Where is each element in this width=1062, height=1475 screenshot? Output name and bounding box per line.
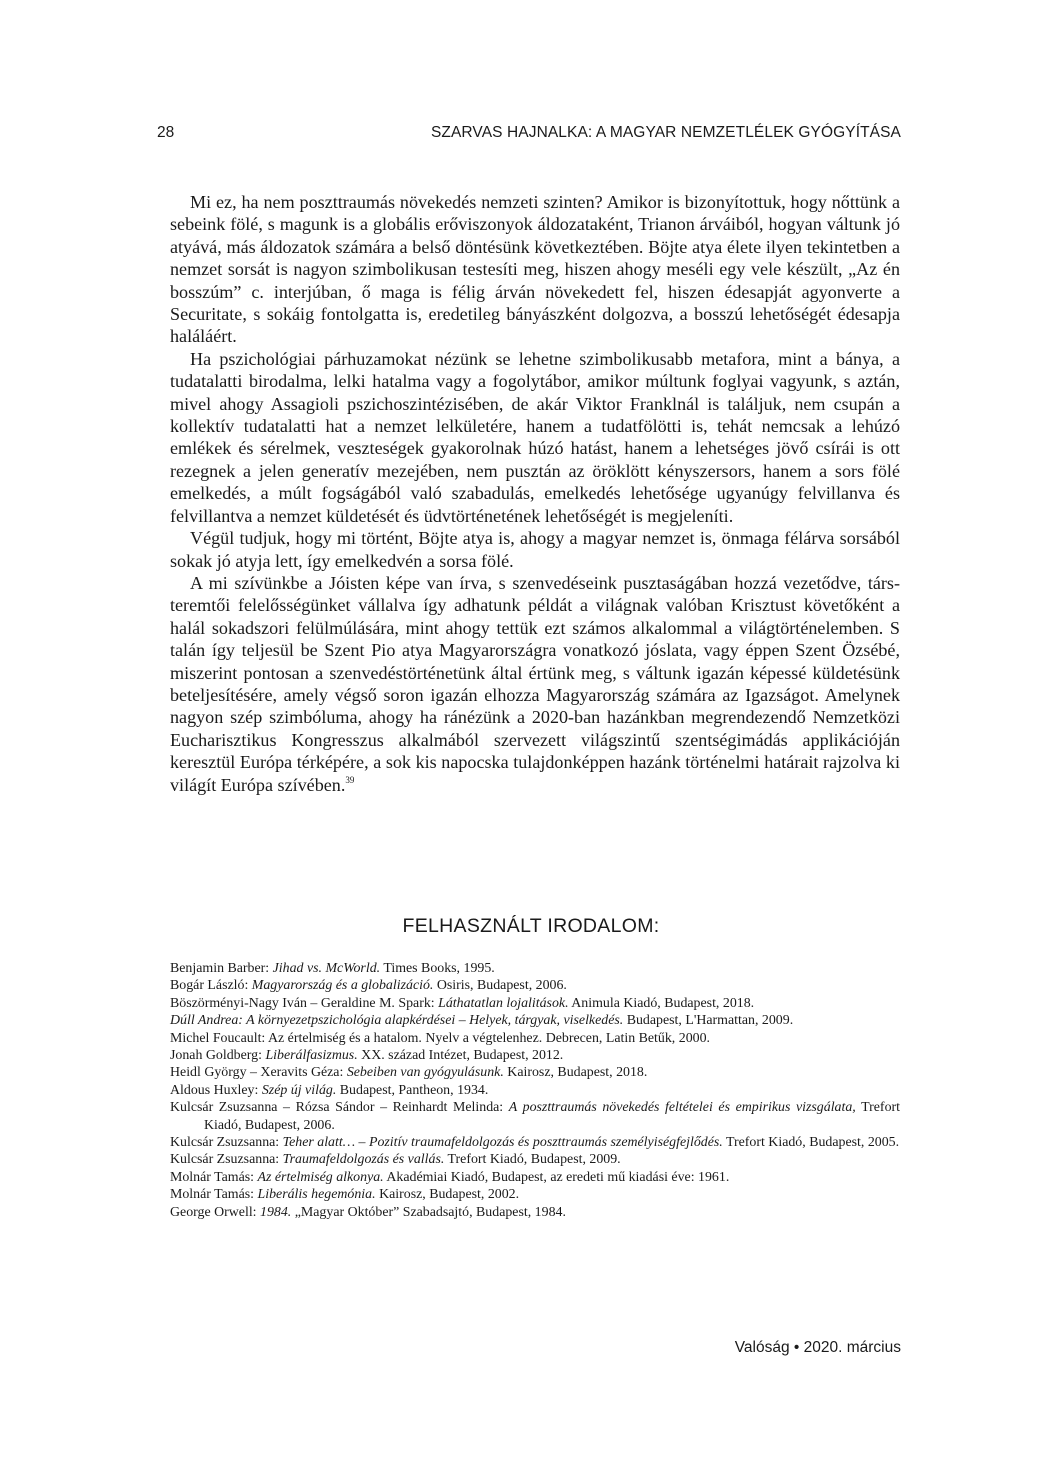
paragraph-text: Végül tudjuk, hogy mi történt, Böjte atya is, ahogy a magyar nemzet is, önmaga félárva sorsából sokak jó atyja lett, így emelkedvén a sorsa fölé.	[170, 528, 900, 571]
paragraph	[170, 348, 900, 527]
reference-title: Az értelmiség alkonya.	[257, 1169, 384, 1185]
page-header	[157, 124, 901, 148]
reference-text: Kulcsár Zsuzsanna – Rózsa Sándor – Reinhardt Melinda:	[170, 1100, 509, 1116]
reference-text: Osiris, Budapest, 2006.	[433, 978, 567, 994]
references-list	[170, 960, 900, 1221]
reference-text: Kairosz, Budapest, 2002.	[375, 1187, 520, 1203]
reference-item	[170, 1064, 900, 1081]
reference-text: Budapest, Pantheon, 1934.	[336, 1082, 489, 1098]
reference-item	[170, 1204, 900, 1221]
reference-item	[170, 1099, 900, 1134]
reference-text: Aldous Huxley:	[170, 1082, 262, 1098]
reference-title: Liberális hegemónia.	[257, 1187, 376, 1203]
reference-title: Sebeiben van gyógyulásunk.	[346, 1065, 504, 1081]
reference-item	[170, 977, 900, 994]
reference-title: Dúll Andrea: A környezetpszichológia alapkérdései – Helyek, tárgyak, viselkedés.	[170, 1013, 624, 1029]
reference-item	[170, 1134, 900, 1151]
reference-title: Láthatatlan lojalitások.	[438, 995, 569, 1011]
reference-text: Bogár László:	[170, 978, 252, 994]
references-heading: FELHASZNÁLT IRODALOM:	[402, 915, 660, 937]
reference-text: George Orwell:	[170, 1204, 261, 1220]
reference-item	[170, 1151, 900, 1168]
paragraph-text: Ha pszichológiai párhuzamokat nézünk se lehetne szimbolikusabb metafora, mint a bánya, a tudatalatti birodalma, lelki hatalma vagy a fogolytábor, amikor múltunk foglyai vagyunk, s aztán, mivel ahogy Assagioli pszichoszintézisében, de akár Viktor Franklnál is találjuk, nem csupán a kollektív tudatalatti hat a nemzet lelkületére, hanem a tudatfölötti is, tehát nemcsak a lehúzó emlékek és sérelmek, veszteségek gyakorolnak húzó hatást, hanem a lehetséges jövő csírái is ott rezegnek a jelen generatív mezejében, nem pusztán az öröklött kényszersors, hanem a sors fölé emelkedés, a múlt fogságából való szabadulás, emelkedés lehetősége ugyanúgy felvillanva és felvillantva a nemzet küldetését és üdvtörténetének lehetőségét is megjeleníti.	[170, 348, 900, 526]
reference-title: Jihad vs. McWorld.	[272, 961, 381, 976]
reference-text: Kulcsár Zsuzsanna:	[170, 1152, 283, 1168]
reference-title: Magyarország és a globalizáció.	[251, 978, 434, 994]
running-title: SZARVAS HAJNALKA: A MAGYAR NEMZETLÉLEK GYÓGYÍTÁSA	[430, 124, 901, 141]
reference-text: Kairosz, Budapest, 2018.	[503, 1065, 648, 1081]
reference-title: Traumafeldolgozás és vallás.	[282, 1152, 445, 1168]
reference-text: Molnár Tamás:	[170, 1187, 258, 1203]
reference-item	[170, 1012, 900, 1029]
reference-text: Michel Foucault: Az értelmiség és a hatalom. Nyelv a végtelenhez. Debrecen, Latin Betűk, 2000.	[170, 1030, 711, 1046]
reference-text: Akadémiai Kiadó, Budapest, az eredeti mű kiadási éve: 1961.	[383, 1169, 730, 1185]
reference-item	[170, 1186, 900, 1203]
reference-title: Liberálfasizmus.	[265, 1048, 358, 1064]
reference-title: Szép új világ.	[261, 1082, 337, 1098]
paragraph	[170, 572, 900, 796]
reference-text: Kulcsár Zsuzsanna:	[170, 1135, 283, 1151]
paragraph-text: A mi szívünkbe a Jóisten képe van írva, s szenvedéseink pusztaságában hozzá vezetődve, társ-teremtői felelősségünket vállalva így adhatunk példát a világnak valóban Krisztust követőként a halál sokadszori felülmúlására, mint ahogy tettük ezt számos alkalommal a világtörténelemben. S talán így teljesül be Szent Pio atya Magyarországra vonatkozó jóslata, vagy éppen Szent Özsébé, miszerint pontosan a szenvedéstörténetünk által értünk meg, s váltunk igazán képessé küldetésünk beteljesítésére, amely végső soron igazán elhozza Magyarország számára az Igazságot. Amelynek nagyon szép szimbóluma, ahogy ha ránézünk a 2020-ban hazánkban megrendezendő Nemzetközi Eucharisztikus Kongresszus alkalmából szervezett világszintű szentségimádás applikációján keresztül Európa térképére, a sok kis napocska tulajdonképpen hazánk történelmi határait rajzolva ki világít Európa szívében.	[170, 572, 900, 795]
footnote-marker[interactable]: 39	[345, 774, 355, 785]
reference-text: Benjamin Barber:	[170, 961, 273, 976]
reference-text: Trefort Kiadó, Budapest, 2005.	[722, 1135, 900, 1151]
paragraph	[170, 191, 900, 348]
page-footer: Valóság • 2020. március	[734, 1339, 901, 1356]
reference-title: A poszttraumás növekedés feltételei és empirikus vizsgálata,	[508, 1100, 856, 1116]
reference-item	[170, 1082, 900, 1099]
reference-item	[170, 1169, 900, 1186]
reference-text: Jonah Goldberg:	[170, 1048, 266, 1064]
reference-text: Molnár Tamás:	[170, 1169, 258, 1185]
reference-text: Trefort Kiadó, Budapest, 2006.	[204, 1100, 900, 1133]
paragraph	[170, 527, 900, 572]
reference-text: Animula Kiadó, Budapest, 2018.	[568, 995, 755, 1011]
reference-text: Trefort Kiadó, Budapest, 2009.	[444, 1152, 621, 1168]
reference-text: Böszörményi-Nagy Iván – Geraldine M. Spark:	[170, 995, 439, 1011]
reference-item	[170, 1030, 900, 1047]
reference-text: „Magyar Október” Szabadsajtó, Budapest, 1984.	[291, 1204, 566, 1220]
reference-item	[170, 995, 900, 1012]
reference-item	[170, 960, 900, 977]
page-number: 28	[157, 124, 175, 141]
reference-title: 1984.	[260, 1204, 292, 1220]
reference-text: Heidl György – Xeravits Géza:	[170, 1065, 347, 1081]
reference-text: Budapest, L'Harmattan, 2009.	[623, 1013, 794, 1029]
paragraph-text: Mi ez, ha nem poszttraumás növekedés nemzeti szinten? Amikor is bizonyítottuk, hogy nőttünk a sebeink fölé, s magunk is a globális erőviszonyok áldozataként, Trianon árváiból, hogyan váltunk jó atyává, más áldozatok számára a belső döntésünk következtében. Böjte atya élete ilyen tekintetben a nemzet sorsát is nagyon szimbolikusan testesíti meg, hiszen ahogy meséli egy vele készült, „Az én bosszúm” c. interjúban, ő maga is félig árván növekedett fel, hiszen édesapját agyonverte a Securitate, s sokáig fontolgatta is, eredetileg bányászként dolgozva, a bosszú lehetőségét édesapja haláláért.	[170, 192, 900, 347]
reference-title: Teher alatt… – Pozitív traumafeldolgozás és poszttraumás személyiségfejlődés.	[282, 1135, 723, 1151]
reference-text: XX. század Intézet, Budapest, 2012.	[357, 1048, 564, 1064]
reference-text: Times Books, 1995.	[380, 961, 495, 976]
article-body	[170, 191, 900, 796]
reference-item	[170, 1047, 900, 1064]
